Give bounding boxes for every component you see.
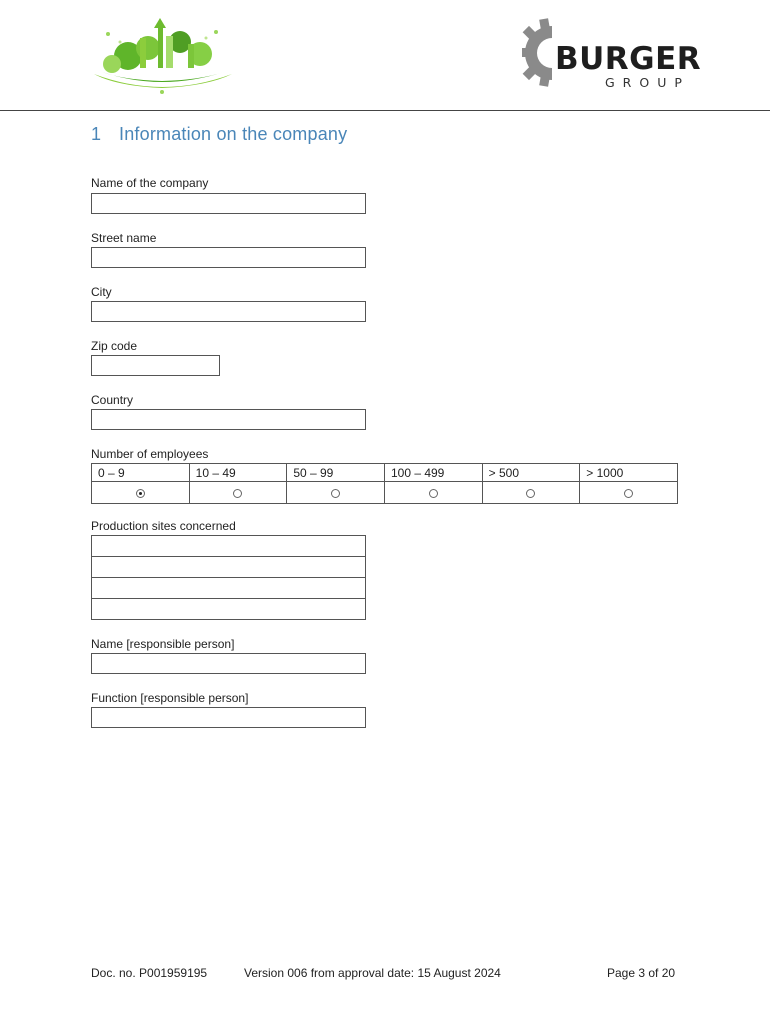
street-name-field[interactable] xyxy=(91,247,366,268)
production-site-field[interactable] xyxy=(92,557,366,578)
green-globe-city-icon xyxy=(88,14,236,96)
employees-radio-over-500[interactable] xyxy=(526,489,535,498)
section-title: Information on the company xyxy=(119,124,348,144)
zip-code-label: Zip code xyxy=(91,339,138,353)
brand-name: BURGER xyxy=(555,41,702,77)
responsible-function-label: Function [responsible person] xyxy=(91,691,249,705)
production-sites-table xyxy=(91,535,366,620)
employees-radio-100-499[interactable] xyxy=(429,489,438,498)
employees-option-label: 10 – 49 xyxy=(189,464,287,482)
header-divider xyxy=(0,110,770,111)
street-name-label: Street name xyxy=(91,231,157,245)
employees-radio-10-49[interactable] xyxy=(233,489,242,498)
employees-table xyxy=(91,463,678,504)
city-label: City xyxy=(91,285,112,299)
employees-option-label: 0 – 9 xyxy=(92,464,190,482)
company-name-label: Name of the company xyxy=(91,176,209,190)
country-label: Country xyxy=(91,393,134,407)
footer-version: Version 006 from approval date: 15 August 2024 xyxy=(244,966,501,980)
employees-radio-0-9[interactable] xyxy=(136,489,145,498)
responsible-function-field[interactable] xyxy=(91,707,366,728)
section-heading xyxy=(91,124,347,145)
company-name-field[interactable] xyxy=(91,193,366,214)
responsible-name-label: Name [responsible person] xyxy=(91,637,235,651)
footer-page-number: Page 3 of 20 xyxy=(607,966,676,980)
burger-group-logo xyxy=(522,18,702,94)
city-field[interactable] xyxy=(91,301,366,322)
employees-radio-50-99[interactable] xyxy=(331,489,340,498)
employees-label: Number of employees xyxy=(91,447,209,461)
footer-doc-number: Doc. no. P001959195 xyxy=(91,966,208,980)
production-sites-label: Production sites concerned xyxy=(91,519,236,533)
production-site-field[interactable] xyxy=(92,599,366,620)
responsible-name-field[interactable] xyxy=(91,653,366,674)
employees-option-label: > 500 xyxy=(482,464,580,482)
zip-code-field[interactable] xyxy=(91,355,220,376)
production-site-field[interactable] xyxy=(92,536,366,557)
production-site-field[interactable] xyxy=(92,578,366,599)
brand-subtitle: GROUP xyxy=(605,75,690,90)
section-number: 1 xyxy=(91,124,102,144)
employees-radio-over-1000[interactable] xyxy=(624,489,633,498)
employees-option-label: > 1000 xyxy=(580,464,678,482)
employees-option-label: 50 – 99 xyxy=(287,464,385,482)
employees-option-label: 100 – 499 xyxy=(384,464,482,482)
country-field[interactable] xyxy=(91,409,366,430)
